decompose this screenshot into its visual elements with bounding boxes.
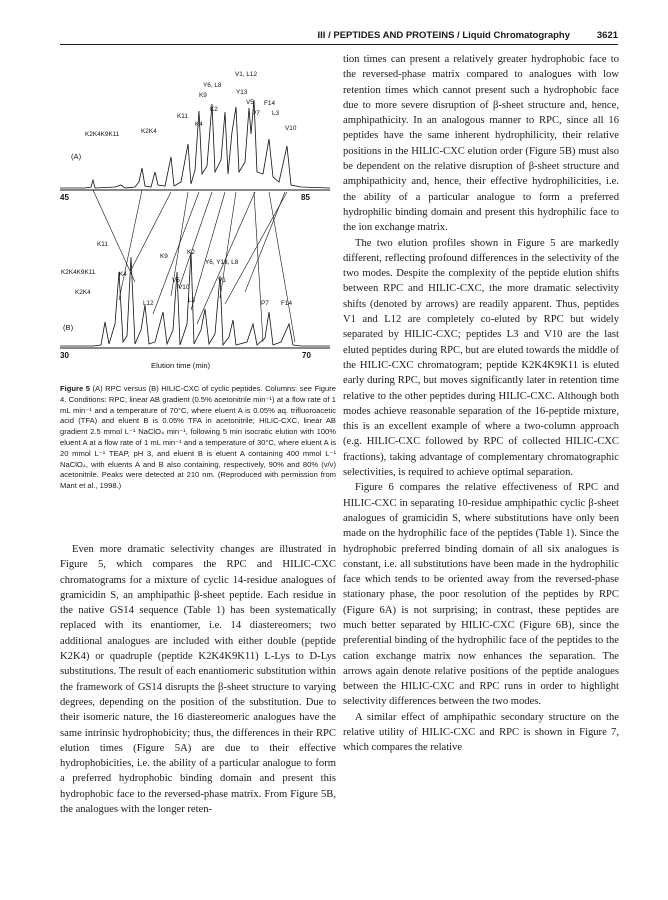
caption-label: Figure 5 [60,384,90,393]
figure-caption [60,384,336,492]
panel-a-trace [60,100,330,188]
figure-5 [55,62,335,378]
left-column [60,542,336,817]
peak-label-a-v5: V5 [246,99,254,106]
peak-label-b-k11: K11 [97,241,108,248]
peak-label-b-k2: K2 [187,249,195,256]
panel-b-xlabel: Elution time (min) [151,361,211,370]
panel-b-label: (B) [63,323,74,332]
peak-label-a-l3: L3 [272,110,280,117]
right-paragraph-1: tion times can present a relatively greater hydrophobic face to the reversed-phase matrix compared to analogues with low retention times which cannot present such a hydrophobic face due to more severe disruption of β-sheet structure and, hence, amphipathicity. In an analogous manner to RPC, since all 16 peptides have the same inherent hydrophilicity, their relative positions in the HILIC-CXC elution order (Figure 5B) must also be dependent on the relative disruption of β-sheet structure and amphipathicity and, hence, their effective hydrophilicities, i.e. the ability of a particular analogue to form a preferred hydrophilic binding domain and present this hydrophilic face to the ion exchange matrix. [343,54,619,234]
running-title: III / PEPTIDES AND PROTEINS / Liquid Chromatography [317,30,570,41]
caption-text: (A) RPC versus (B) HILIC-CXC of cyclic peptides. Columns: see Figure 4. Conditions: RPC, linear AB gradient (0.5% acetonitrile min⁻¹) at a flow rate of 1 mL min⁻¹ and a temperature of 70°C, where eluent A is 0.05% aq. trifluoroacetic acid (TFA) and eluent B is 0.05% TFA in acetonitrile; HILIC-CXC, linear AB gradient 2.5 mmol L⁻¹ NaClO₄ min⁻¹, following 5 min isocratic elution with 100% eluent A at a flow rate of 1 mL min⁻¹ and a temperature of 30°C, where eluent A is 20 mmol L⁻¹ TEAP, pH 3, and eluent B is eluent A containing 400 mmol L⁻¹ NaClO₄, with eluents A and B also containing, respectively, 90% and 80% (v/v) acetonitrile. Peaks were detected at 210 nm. (Reproduced with permission from Mant et al., 1998.) [60,384,336,491]
peak-label-a-f14: F14 [264,100,276,107]
peak-label-b-f14: F14 [281,300,293,307]
peak-label-a-k4: K4 [195,121,203,128]
panel-a-axis-start: 45 [60,193,69,202]
panel-b-axis-start: 30 [60,351,69,360]
peak-label-a-k2: K2 [210,106,218,113]
peak-label-b-p7: P7 [261,300,269,307]
peak-label-a-y6-l8: Y6, L8 [203,82,222,89]
right-paragraph-3: Figure 6 compares the relative effectiveness of RPC and HILIC-CXC in separating 10-residue amphipathic cyclic β-sheet analogues of gramicidin S, where substitutions have only been made on the hydrophilic face of the peptides (Table 1). Since the hydrophobic preferred binding domain of all six analogues is constant, i.e. all substitutions have been made in the hydrophilic face which tends to be oriented away from the reversed-phase stationary phase, the poor resolution of the peptides by RPC (Figure 6A) is not surprising; in contrast, these peptides are much better separated by HILIC-CXC (Figure 6B), since the preferential binding of the hydrophilic face of the peptides to the cation exchange matrix now enhances the separation. The arrows again denote relative positions of the peptide analogues between the HILIC-CXC and RPC runs in order to highlight selectivity differences between the two modes. [343,482,619,708]
selectivity-arrows [93,190,295,342]
peak-label-a-k11: K11 [177,113,188,120]
peak-label-b-l3: L3 [188,297,196,304]
panel-a-axis-end: 85 [301,193,310,202]
peak-label-a-k2k4: K2K4 [141,128,157,135]
peak-label-b-l12: L12 [143,300,154,307]
left-paragraph-1: Even more dramatic selectivity changes are illustrated in Figure 5, which compares the RPC and HILIC-CXC chromatograms for a mixture of cyclic 14-residue analogues of gramicidin S, an amphipathic β-sheet peptide. Each residue in the native GS14 sequence (Table 1) has been systematically replaced with its enantiomer, i.e. 14 diastereomers; two additional analogues are included with either double (peptide K2K4) or quadruple (peptide K2K4K9K11) L-Lys to D-Lys substitutions. The result of each enantiomeric substitution within the framework of GS14 disrupts the β-sheet structure to varying degrees, depending on the position of the substitution. Due to their isomeric nature, the 16 diastereomeric analogues have the same intrinsic hydrophobicity; thus, the differences in their RPC elution times (Figure 5A) are due to their effective hydrophobicities, i.e. the ability of a particular analogue to form a preferred hydrophobic binding domain and present this hydrophobic face to the reversed-phase matrix. From Figure 5B, the analogues with the longer reten- [60,544,336,816]
peak-label-a-k9: K9 [199,92,207,99]
peak-label-b-v1: V1 [218,277,226,284]
peak-label-a-k2k4k9k11: K2K4K9K11 [85,131,120,138]
panel-b-axis-end: 70 [302,351,311,360]
peak-label-a-v1-l12: V1, L12 [235,71,258,78]
peak-label-a-y13: Y13 [236,89,248,96]
peak-label-b-k4: K4 [119,271,127,278]
right-paragraph-4: A similar effect of amphipathic secondary structure on the relative utility of HILIC-CXC and RPC is shown in Figure 7, which compares the relative [343,711,619,754]
peak-label-b-y6-y13-l8: Y6, Y13, L8 [205,259,239,266]
peak-label-b-k9: K9 [160,253,168,260]
panel-a-label: (A) [71,152,82,161]
peak-label-b-v5: V5 [172,277,180,284]
peak-label-a-p7: P7 [252,110,260,117]
peak-label-b-k2k4: K2K4 [75,289,91,296]
right-column [343,52,619,756]
right-paragraph-2: The two elution profiles shown in Figure 5 are markedly different, reflecting profound differences in the selectivity of the two modes. Despite the complexity of the peptide elution shifts between RPC and HILIC-CXC, the more dramatic selectivity shifts (denoted by arrows) are readily apparent. Thus, peptides V1 and L12 are completely co-eluted by RPC but widely separated by HILIC-CXC; peptides L3 and V10 are the last eluted peptides during RPC, but are eluted towards the middle of the HILIC-CXC chromatogram; peptide K2K4K9K11 is eluted early during RPC, but moves significantly later in retention time relative to the other peptides during HILIC-CXC. Although both modes achieve reasonable separation of the 16-peptide mixture, this is an excellent example of where a two-column approach (e.g. HILIC-CXC followed by RPC of collected HILIC-CXC fractions), taking advantage of complementary chromatographic selectivities, is required to achieve optimal separation. [343,237,619,479]
chromatogram-figure [55,62,335,378]
peak-label-a-v10: V10 [285,125,297,132]
peak-label-b-v10: V10 [178,284,190,291]
running-header [60,30,618,45]
page-number: 3621 [596,30,618,41]
peak-label-b-k2k4k9k11: K2K4K9K11 [61,269,96,276]
